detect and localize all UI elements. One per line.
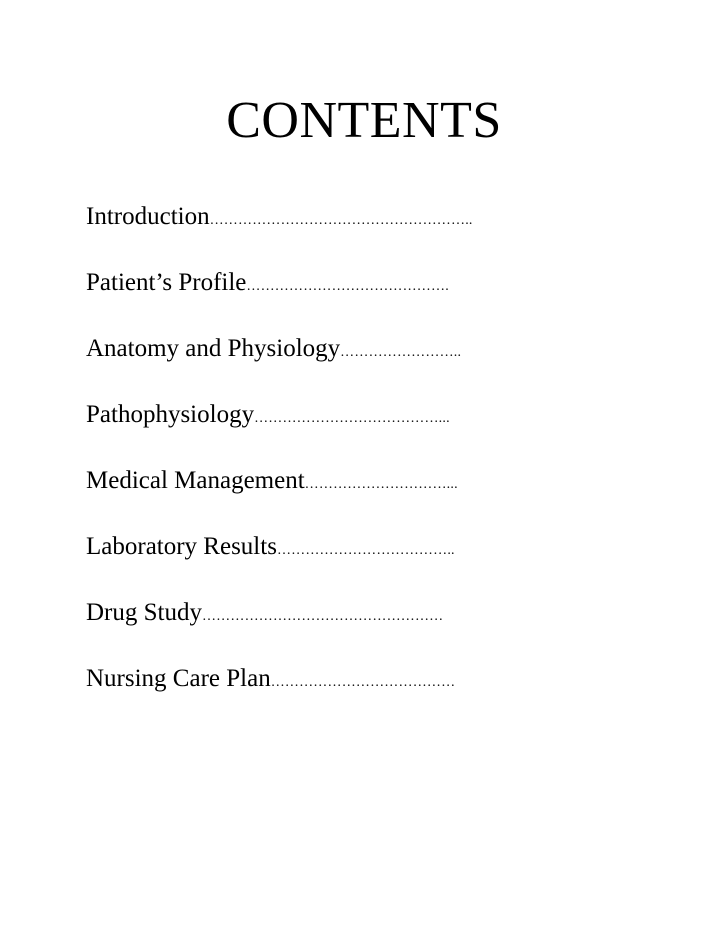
toc-entry-pathophysiology [86,398,473,464]
toc-entry-label: Laboratory Results [86,533,277,560]
page-title-text: CONTENTS [226,92,502,149]
toc-dot-leader: …………………………………………… [201,609,444,624]
toc-dot-leader: ……………………………….. [276,543,455,558]
toc-entry-medical-management [86,464,473,530]
toc-entry-laboratory-results [86,530,473,596]
toc-dot-leader: ………………………………… [270,675,456,690]
toc-entry-label: Drug Study [86,599,202,626]
toc-entry-label: Nursing Care Plan [86,665,271,692]
toc-entry-label: Anatomy and Physiology [86,335,341,362]
toc-entry-patients-profile [86,266,473,332]
toc-entry-drug-study [86,596,473,662]
toc-entry-nursing-care-plan [86,662,473,728]
toc-dot-leader: ……………………………………. [246,279,449,294]
toc-entry-introduction [86,200,473,266]
page-title [0,86,728,156]
toc-dot-leader: …………………………………... [254,411,450,426]
toc-dot-leader: …………………….. [340,345,462,360]
toc-entry-label: Pathophysiology [86,401,255,428]
toc-entry-anatomy-and-physiology [86,332,473,398]
table-of-contents [86,200,473,728]
toc-entry-label: Patient’s Profile [86,269,247,296]
toc-entry-label: Introduction [86,203,210,230]
toc-dot-leader: ……………………………………………….. [209,213,473,228]
toc-dot-leader: …………………………... [304,477,458,492]
toc-entry-label: Medical Management [86,467,305,494]
